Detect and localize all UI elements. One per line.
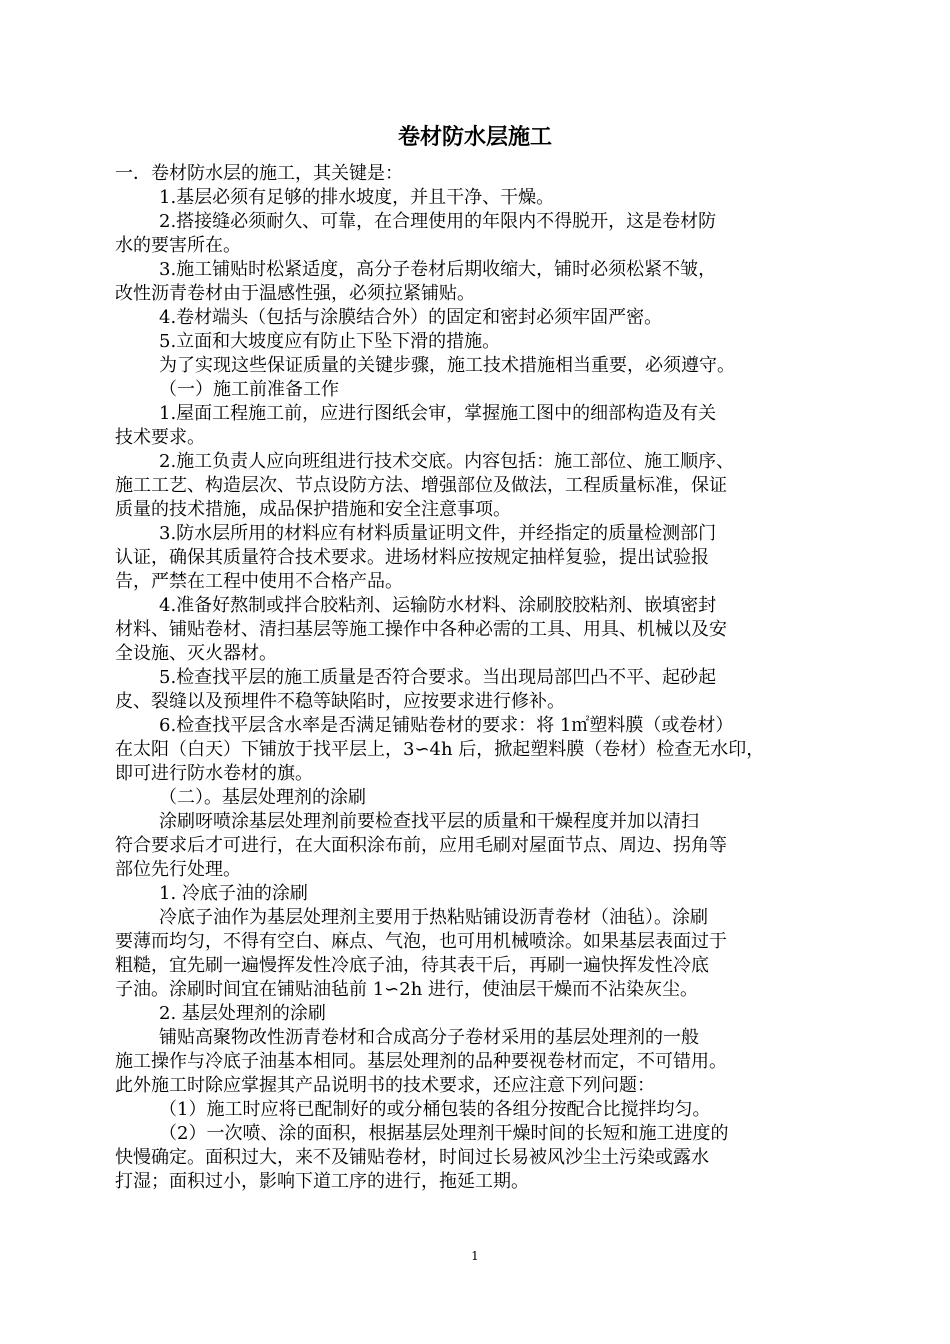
text-line: 为了实现这些保证质量的关键步骤，施工技术措施相当重要，必须遵守。 (159, 355, 735, 376)
text-line: 要薄而均匀，不得有空白、麻点、气泡，也可用机械喷涂。如果基层表面过于 (115, 931, 727, 952)
text-line: 部位先行处理。 (115, 859, 241, 880)
text-line: 认证，确保其质量符合技术要求。进场材料应按规定抽样复验，提出试验报 (115, 547, 709, 568)
text-line: （一）施工前准备工作 (159, 379, 339, 400)
text-line: 4.卷材端头（包括与涂膜结合外）的固定和密封必须牢固严密。 (159, 307, 663, 328)
text-line: 改性沥青卷材由于温感性强，必须拉紧铺贴。 (115, 283, 475, 304)
text-line: 水的要害所在。 (115, 235, 241, 256)
text-line: 3.施工铺贴时松紧适度，高分子卷材后期收缩大，铺时必须松紧不皱， (159, 259, 717, 280)
text-line: 2. 基层处理剂的涂刷 (159, 1003, 326, 1024)
document-body (115, 162, 845, 1194)
page-title: 卷材防水层施工 (397, 124, 552, 150)
text-line: 冷底子油作为基层处理剂主要用于热粘贴铺设沥青卷材（油毡）。涂刷 (159, 907, 708, 928)
text-line: 即可进行防水卷材的旗。 (115, 763, 313, 784)
text-line: 材料、铺贴卷材、清扫基层等施工操作中各种必需的工具、用具、机械以及安 (115, 619, 727, 640)
text-line: 铺贴高聚物改性沥青卷材和合成高分子卷材采用的基层处理剂的一般 (159, 1027, 699, 1048)
text-line: 1. 冷底子油的涂刷 (159, 883, 308, 904)
text-line: 符合要求后才可进行，在大面积涂布前，应用毛刷对屋面节点、周边、拐角等 (115, 835, 727, 856)
text-line: 子油。涂刷时间宜在铺贴油毡前 1∽2h 进行，使油层干燥而不沾染灰尘。 (115, 979, 699, 1000)
page-number: 1 (471, 1249, 479, 1263)
text-line: 皮、裂缝以及预埋件不稳等缺陷时，应按要求进行修补。 (115, 691, 565, 712)
text-line: 告，严禁在工程中使用不合格产品。 (115, 571, 403, 592)
text-line: 5.立面和大坡度应有防止下坠下滑的措施。 (159, 331, 501, 352)
text-line: 施工工艺、构造层次、节点设防方法、增强部位及做法，工程质量标准，保证 (115, 475, 727, 496)
text-line: 全设施、灭火器材。 (115, 643, 277, 664)
text-line: 快慢确定。面积过大，来不及铺贴卷材，时间过长易被风沙尘土污染或露水 (115, 1147, 709, 1168)
text-line: 施工操作与冷底子油基本相同。基层处理剂的品种要视卷材而定，不可错用。 (115, 1051, 727, 1072)
text-line: 技术要求。 (115, 427, 205, 448)
text-line: 1.基层必须有足够的排水坡度，并且干净、干燥。 (159, 187, 555, 208)
text-line: 2.施工负责人应向班组进行技术交底。内容包括：施工部位、施工顺序、 (159, 451, 735, 472)
text-line: 涂刷呀喷涂基层处理剂前要检查找平层的质量和干燥程度并加以清扫 (159, 811, 699, 832)
text-line: 一．卷材防水层的施工，其关键是： (115, 163, 403, 184)
text-line: 4.准备好熬制或拌合胶粘剂、运输防水材料、涂刷胶胶粘剂、嵌填密封 (159, 595, 717, 616)
text-line: （2）一次喷、涂的面积，根据基层处理剂干燥时间的长短和施工进度的 (159, 1123, 729, 1144)
text-line: 3.防水层所用的材料应有材料质量证明文件，并经指定的质量检测部门 (159, 523, 717, 544)
text-line: 5.检查找平层的施工质量是否符合要求。当出现局部凹凸不平、起砂起 (159, 667, 717, 688)
text-line: 在太阳（白天）下铺放于找平层上，3∽4h 后，掀起塑料膜（卷材）检查无水印， (115, 739, 765, 760)
text-line: 粗糙，宜先刷一遍慢挥发性冷底子油，待其表干后，再刷一遍快挥发性冷底 (115, 955, 709, 976)
text-line: 2.搭接缝必须耐久、可靠，在合理使用的年限内不得脱开，这是卷材防 (159, 211, 717, 232)
text-line: （1）施工时应将已配制好的或分桶包装的各组分按配合比搅拌均匀。 (159, 1099, 711, 1120)
text-line: 1.屋面工程施工前，应进行图纸会审，掌握施工图中的细部构造及有关 (159, 403, 717, 424)
text-line: 6.检查找平层含水率是否满足铺贴卷材的要求：将 1㎡塑料膜（或卷材） (159, 715, 734, 736)
text-line: 打湿；面积过小，影响下道工序的进行，拖延工期。 (115, 1171, 529, 1192)
text-line: 此外施工时除应掌握其产品说明书的技术要求，还应注意下列问题： (115, 1075, 655, 1096)
text-line: （二）。基层处理剂的涂刷 (159, 787, 366, 808)
text-line: 质量的技术措施，成品保护措施和安全注意事项。 (115, 499, 511, 520)
